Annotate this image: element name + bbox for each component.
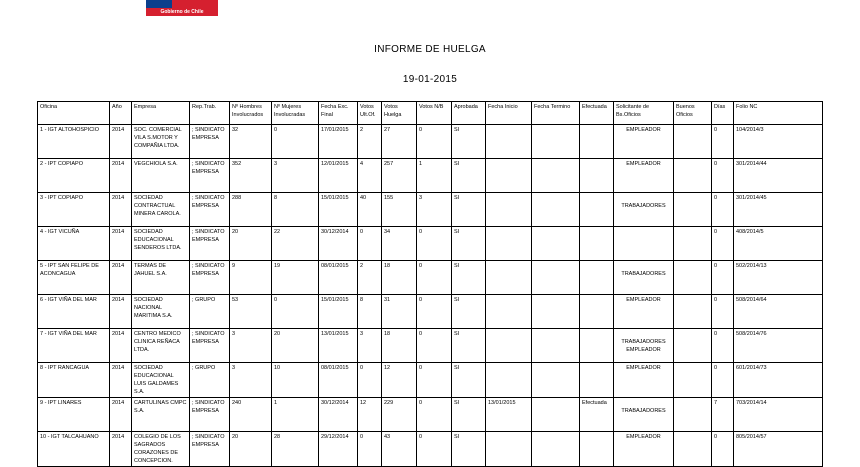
fecha-inicio-cell — [486, 329, 532, 363]
folio-cell: 301/2014/45 — [734, 193, 823, 227]
table-row — [38, 227, 823, 261]
fecha-inicio-cell — [486, 432, 532, 467]
fecha-termino-cell — [532, 295, 580, 329]
table-body — [38, 125, 823, 467]
column-header: Días — [712, 102, 734, 125]
mujeres-cell: 3 — [272, 159, 319, 193]
logo-blue-block — [146, 0, 172, 8]
hombres-cell: 20 — [230, 227, 272, 261]
empresa-cell: COLEGIO DE LOS SAGRADOS CORAZONES DE CONCEPCION. — [132, 432, 190, 467]
votos-nb-cell: 0 — [417, 295, 452, 329]
folio-cell: 508/2014/64 — [734, 295, 823, 329]
column-header: Votos N/B — [417, 102, 452, 125]
oficina-cell: 6 - IGT VIÑA DEL MAR — [38, 295, 110, 329]
oficina-cell: 3 - IPT COPIAPO — [38, 193, 110, 227]
solicitante-line: EMPLEADOR — [626, 161, 661, 167]
fecha-termino-cell — [532, 398, 580, 432]
buenos-oficios-cell — [674, 261, 712, 295]
column-header: Año — [110, 102, 132, 125]
fecha-inicio-cell — [486, 227, 532, 261]
fecha-exc-cell: 08/01/2015 — [319, 363, 358, 398]
empresa-cell: CENTRO MEDICO CLINICA REÑACA LTDA. — [132, 329, 190, 363]
votos-nb-cell: 0 — [417, 329, 452, 363]
buenos-oficios-cell — [674, 363, 712, 398]
folio-cell: 502/2014/13 — [734, 261, 823, 295]
solicitante-cell — [614, 432, 674, 467]
mujeres-cell: 8 — [272, 193, 319, 227]
table-row — [38, 295, 823, 329]
solicitante-line: TRABAJADORES — [621, 339, 666, 345]
buenos-oficios-cell — [674, 125, 712, 159]
votos-huelga-cell: 18 — [382, 261, 417, 295]
hombres-cell: 3 — [230, 363, 272, 398]
year-cell: 2014 — [110, 363, 132, 398]
header-row — [38, 102, 823, 125]
table-row — [38, 193, 823, 227]
solicitante-line — [616, 330, 671, 338]
hombres-cell: 288 — [230, 193, 272, 227]
year-cell: 2014 — [110, 398, 132, 432]
solicitante-line: TRABAJADORES — [621, 271, 666, 277]
fecha-inicio-cell — [486, 363, 532, 398]
efectuada-cell — [580, 432, 614, 467]
rep-trab-cell: ; GRUPO — [190, 363, 230, 398]
column-header: Nº Mujeres Involucradas — [272, 102, 319, 125]
aprobada-cell: SI — [452, 125, 486, 159]
hombres-cell: 3 — [230, 329, 272, 363]
solicitante-line — [616, 262, 671, 270]
dias-cell: 7 — [712, 398, 734, 432]
mujeres-cell: 28 — [272, 432, 319, 467]
column-header: Efectuada — [580, 102, 614, 125]
buenos-oficios-cell — [674, 193, 712, 227]
efectuada-cell: Efectuada — [580, 398, 614, 432]
votos-huelga-cell: 229 — [382, 398, 417, 432]
column-header: Empresa — [132, 102, 190, 125]
rep-trab-cell: ; SINDICATO EMPRESA — [190, 193, 230, 227]
empresa-cell: CARTULINAS CMPC S.A. — [132, 398, 190, 432]
solicitante-line: EMPLEADOR — [626, 365, 661, 371]
solicitante-cell — [614, 363, 674, 398]
empresa-cell: SOCIEDAD EDUCACIONAL LUIS GALDAMES S.A. — [132, 363, 190, 398]
fecha-exc-cell: 13/01/2015 — [319, 329, 358, 363]
rep-trab-cell: ; SINDICATO EMPRESA — [190, 125, 230, 159]
votos-ult-cell: 8 — [358, 295, 382, 329]
column-header: Votos Ult.Of. — [358, 102, 382, 125]
fecha-exc-cell: 30/12/2014 — [319, 227, 358, 261]
hombres-cell: 352 — [230, 159, 272, 193]
logo-text: Gobierno de Chile — [160, 9, 204, 15]
oficina-cell: 2 - IPT COPIAPO — [38, 159, 110, 193]
oficina-cell: 7 - IGT VIÑA DEL MAR — [38, 329, 110, 363]
votos-ult-cell: 0 — [358, 227, 382, 261]
votos-ult-cell: 40 — [358, 193, 382, 227]
rep-trab-cell: ; SINDICATO EMPRESA — [190, 227, 230, 261]
dias-cell: 0 — [712, 227, 734, 261]
votos-nb-cell: 0 — [417, 261, 452, 295]
mujeres-cell: 10 — [272, 363, 319, 398]
column-header: Folio NC — [734, 102, 823, 125]
votos-nb-cell: 1 — [417, 159, 452, 193]
rep-trab-cell: ; GRUPO — [190, 295, 230, 329]
fecha-termino-cell — [532, 261, 580, 295]
solicitante-line: EMPLEADOR — [626, 347, 661, 353]
oficina-cell: 1 - IGT ALTOHOSPICIO — [38, 125, 110, 159]
year-cell: 2014 — [110, 432, 132, 467]
fecha-exc-cell: 15/01/2015 — [319, 193, 358, 227]
folio-cell: 703/2014/14 — [734, 398, 823, 432]
votos-ult-cell: 2 — [358, 125, 382, 159]
column-header: Nº Hombres Involucrados — [230, 102, 272, 125]
rep-trab-cell: ; SINDICATO EMPRESA — [190, 261, 230, 295]
table-header — [38, 102, 823, 125]
oficina-cell: 9 - IPT LINARES — [38, 398, 110, 432]
fecha-exc-cell: 30/12/2014 — [319, 398, 358, 432]
year-cell: 2014 — [110, 193, 132, 227]
votos-ult-cell: 12 — [358, 398, 382, 432]
table-row — [38, 363, 823, 398]
votos-huelga-cell: 18 — [382, 329, 417, 363]
dias-cell: 0 — [712, 261, 734, 295]
efectuada-cell — [580, 159, 614, 193]
solicitante-cell — [614, 125, 674, 159]
fecha-termino-cell — [532, 227, 580, 261]
folio-cell: 805/2014/57 — [734, 432, 823, 467]
rep-trab-cell: ; SINDICATO EMPRESA — [190, 159, 230, 193]
fecha-inicio-cell: 13/01/2015 — [486, 398, 532, 432]
folio-cell: 104/2014/3 — [734, 125, 823, 159]
buenos-oficios-cell — [674, 227, 712, 261]
dias-cell: 0 — [712, 329, 734, 363]
solicitante-line: TRABAJADORES — [621, 203, 666, 209]
solicitante-cell — [614, 295, 674, 329]
solicitante-line: EMPLEADOR — [626, 297, 661, 303]
votos-huelga-cell: 257 — [382, 159, 417, 193]
empresa-cell: SOC. COMERCIAL VILA S.MOTOR Y COMPAÑIA LTDA. — [132, 125, 190, 159]
dias-cell: 0 — [712, 432, 734, 467]
table-row — [38, 261, 823, 295]
column-header: Aprobada — [452, 102, 486, 125]
folio-cell: 408/2014/5 — [734, 227, 823, 261]
hombres-cell: 32 — [230, 125, 272, 159]
year-cell: 2014 — [110, 227, 132, 261]
votos-ult-cell: 2 — [358, 261, 382, 295]
empresa-cell: VEGCHIOLA S.A. — [132, 159, 190, 193]
fecha-termino-cell — [532, 159, 580, 193]
mujeres-cell: 19 — [272, 261, 319, 295]
votos-huelga-cell: 31 — [382, 295, 417, 329]
solicitante-cell — [614, 398, 674, 432]
fecha-termino-cell — [532, 125, 580, 159]
votos-huelga-cell: 43 — [382, 432, 417, 467]
aprobada-cell: SI — [452, 295, 486, 329]
rep-trab-cell: ; SINDICATO EMPRESA — [190, 329, 230, 363]
votos-huelga-cell: 12 — [382, 363, 417, 398]
strike-report-table — [37, 101, 823, 467]
votos-ult-cell: 0 — [358, 432, 382, 467]
mujeres-cell: 20 — [272, 329, 319, 363]
solicitante-cell — [614, 227, 674, 261]
buenos-oficios-cell — [674, 159, 712, 193]
empresa-cell: SOCIEDAD EDUCACIONAL SENDEROS LTDA. — [132, 227, 190, 261]
fecha-termino-cell — [532, 432, 580, 467]
votos-nb-cell: 0 — [417, 363, 452, 398]
dias-cell: 0 — [712, 295, 734, 329]
oficina-cell: 8 - IPT RANCAGUA — [38, 363, 110, 398]
year-cell: 2014 — [110, 329, 132, 363]
empresa-cell: SOCIEDAD CONTRACTUAL MINERA CAROLA. — [132, 193, 190, 227]
aprobada-cell: SI — [452, 432, 486, 467]
solicitante-line — [616, 194, 671, 202]
dias-cell: 0 — [712, 363, 734, 398]
mujeres-cell: 1 — [272, 398, 319, 432]
solicitante-cell — [614, 261, 674, 295]
mujeres-cell: 22 — [272, 227, 319, 261]
dias-cell: 0 — [712, 193, 734, 227]
report-date: 19-01-2015 — [402, 74, 458, 85]
table-row — [38, 432, 823, 467]
solicitante-line — [616, 399, 671, 407]
solicitante-cell — [614, 329, 674, 363]
hombres-cell: 53 — [230, 295, 272, 329]
table-row — [38, 329, 823, 363]
efectuada-cell — [580, 227, 614, 261]
votos-ult-cell: 0 — [358, 363, 382, 398]
fecha-termino-cell — [532, 363, 580, 398]
aprobada-cell: SI — [452, 159, 486, 193]
fecha-exc-cell: 29/12/2014 — [319, 432, 358, 467]
logo-red-block — [172, 0, 218, 8]
empresa-cell: SOCIEDAD NACIONAL MARITIMA S.A. — [132, 295, 190, 329]
rep-trab-cell: ; SINDICATO EMPRESA — [190, 398, 230, 432]
column-header: Fecha Termino — [532, 102, 580, 125]
fecha-termino-cell — [532, 193, 580, 227]
buenos-oficios-cell — [674, 432, 712, 467]
buenos-oficios-cell — [674, 295, 712, 329]
folio-cell: 508/2014/76 — [734, 329, 823, 363]
table-row — [38, 159, 823, 193]
efectuada-cell — [580, 125, 614, 159]
gobierno-logo — [146, 0, 218, 16]
fecha-inicio-cell — [486, 193, 532, 227]
fecha-termino-cell — [532, 329, 580, 363]
aprobada-cell: SI — [452, 329, 486, 363]
report-title: INFORME DE HUELGA — [374, 44, 486, 55]
votos-huelga-cell: 27 — [382, 125, 417, 159]
buenos-oficios-cell — [674, 329, 712, 363]
year-cell: 2014 — [110, 295, 132, 329]
efectuada-cell — [580, 295, 614, 329]
fecha-inicio-cell — [486, 261, 532, 295]
aprobada-cell: SI — [452, 398, 486, 432]
votos-huelga-cell: 34 — [382, 227, 417, 261]
efectuada-cell — [580, 193, 614, 227]
fecha-inicio-cell — [486, 295, 532, 329]
votos-nb-cell: 3 — [417, 193, 452, 227]
efectuada-cell — [580, 261, 614, 295]
folio-cell: 601/2014/73 — [734, 363, 823, 398]
rep-trab-cell: ; SINDICATO EMPRESA — [190, 432, 230, 467]
column-header: Solicitante de Bs.Oficios — [614, 102, 674, 125]
votos-huelga-cell: 155 — [382, 193, 417, 227]
aprobada-cell: SI — [452, 193, 486, 227]
aprobada-cell: SI — [452, 227, 486, 261]
votos-ult-cell: 4 — [358, 159, 382, 193]
column-header: Rep.Trab. — [190, 102, 230, 125]
oficina-cell: 4 - IGT VICUÑA — [38, 227, 110, 261]
year-cell: 2014 — [110, 159, 132, 193]
aprobada-cell: SI — [452, 363, 486, 398]
empresa-cell: TERMAS DE JAHUEL S.A. — [132, 261, 190, 295]
dias-cell: 0 — [712, 125, 734, 159]
hombres-cell: 240 — [230, 398, 272, 432]
buenos-oficios-cell — [674, 398, 712, 432]
solicitante-line: EMPLEADOR — [626, 434, 661, 440]
fecha-exc-cell: 17/01/2015 — [319, 125, 358, 159]
column-header: Votos Huelga — [382, 102, 417, 125]
oficina-cell: 5 - IPT SAN FELIPE DE ACONCAGUA — [38, 261, 110, 295]
year-cell: 2014 — [110, 125, 132, 159]
efectuada-cell — [580, 329, 614, 363]
column-header: Buenos Oficios — [674, 102, 712, 125]
column-header: Oficina — [38, 102, 110, 125]
fecha-inicio-cell — [486, 159, 532, 193]
votos-nb-cell: 0 — [417, 398, 452, 432]
year-cell: 2014 — [110, 261, 132, 295]
fecha-exc-cell: 12/01/2015 — [319, 159, 358, 193]
column-header: Fecha Exc. Final — [319, 102, 358, 125]
dias-cell: 0 — [712, 159, 734, 193]
solicitante-line: EMPLEADOR — [626, 127, 661, 133]
votos-ult-cell: 3 — [358, 329, 382, 363]
solicitante-cell — [614, 193, 674, 227]
table-row — [38, 125, 823, 159]
solicitante-line: TRABAJADORES — [621, 408, 666, 414]
aprobada-cell: SI — [452, 261, 486, 295]
votos-nb-cell: 0 — [417, 227, 452, 261]
votos-nb-cell: 0 — [417, 432, 452, 467]
hombres-cell: 20 — [230, 432, 272, 467]
folio-cell: 301/2014/44 — [734, 159, 823, 193]
hombres-cell: 9 — [230, 261, 272, 295]
column-header: Fecha Inicio — [486, 102, 532, 125]
oficina-cell: 10 - IGT TALCAHUANO — [38, 432, 110, 467]
mujeres-cell: 0 — [272, 295, 319, 329]
fecha-exc-cell: 08/01/2015 — [319, 261, 358, 295]
efectuada-cell — [580, 363, 614, 398]
table-row — [38, 398, 823, 432]
fecha-exc-cell: 15/01/2015 — [319, 295, 358, 329]
mujeres-cell: 0 — [272, 125, 319, 159]
votos-nb-cell: 0 — [417, 125, 452, 159]
fecha-inicio-cell — [486, 125, 532, 159]
solicitante-cell — [614, 159, 674, 193]
